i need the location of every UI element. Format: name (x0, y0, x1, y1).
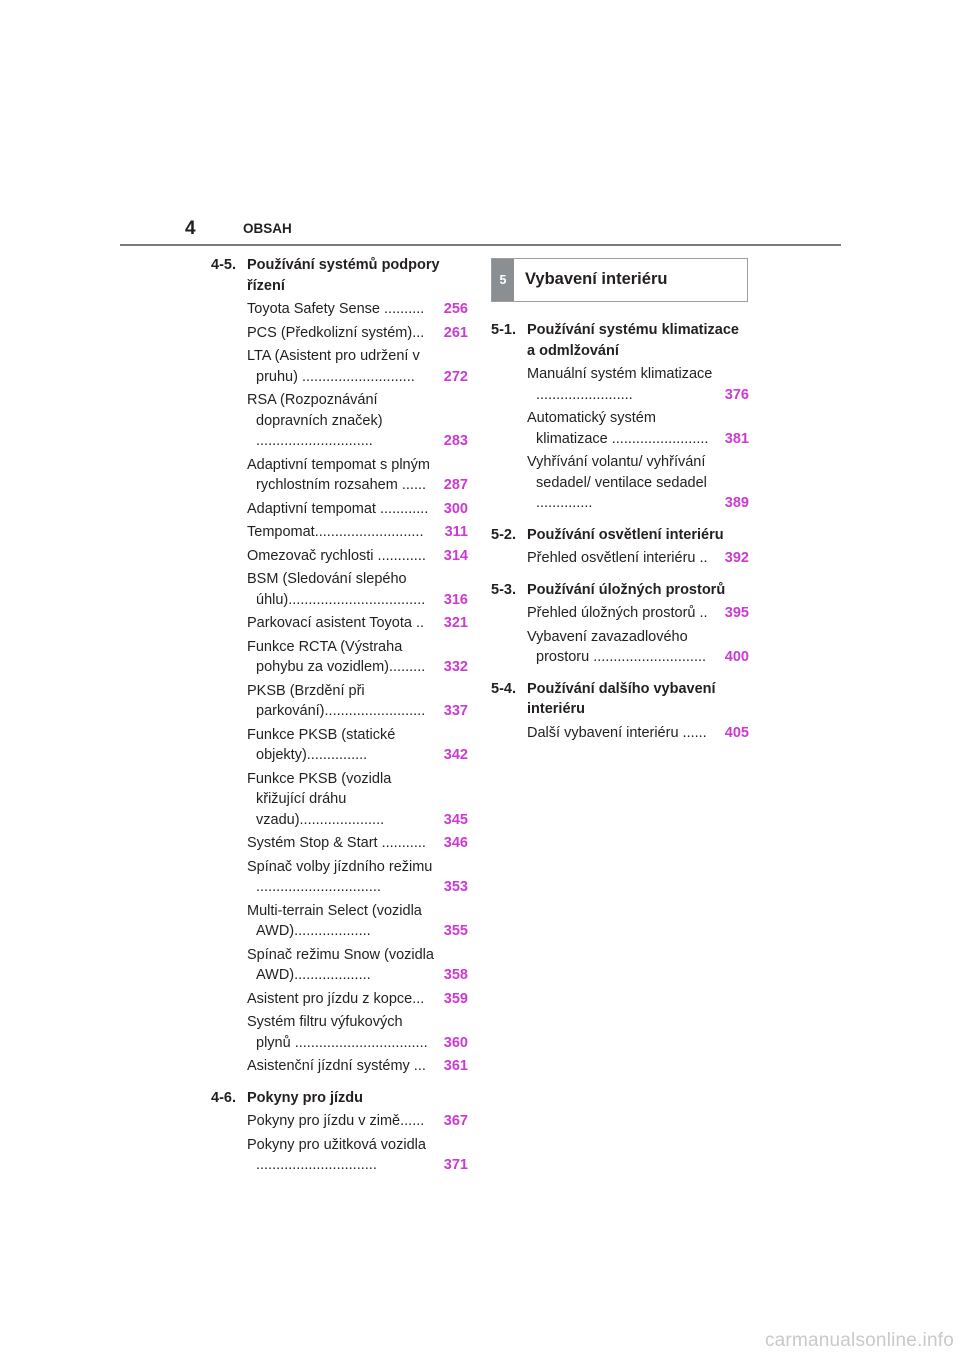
toc-entry[interactable] (247, 901, 468, 942)
toc-entry[interactable] (527, 603, 749, 624)
entry-page-link[interactable]: 316 (443, 591, 468, 608)
toc-entry[interactable] (247, 1056, 468, 1077)
entry-text: Omezovač rychlosti (247, 547, 374, 564)
entry-page-link[interactable]: 332 (443, 659, 468, 675)
toc-entry[interactable] (247, 346, 468, 387)
entry-text: Přehled osvětlení interiéru (527, 550, 696, 566)
entry-page-link[interactable]: 360 (443, 1034, 468, 1051)
dot-leader: ......... (389, 659, 426, 675)
toc-entry[interactable] (247, 522, 468, 543)
section-title: Používání systémů podpory řízení (247, 257, 440, 294)
toc-entry[interactable] (247, 323, 468, 344)
toc-entry[interactable] (527, 627, 749, 668)
toc-entry[interactable] (247, 1135, 468, 1176)
entry-page-link[interactable]: 353 (443, 879, 468, 895)
entry-page-link[interactable]: 367 (443, 1113, 468, 1129)
entry-page-link[interactable]: 314 (443, 547, 468, 564)
entry-text: Spínač režimu Snow (vozidla AWD) (247, 946, 434, 983)
entry-text: BSM (Sledování slepého úhlu) (247, 571, 407, 608)
toc-section-heading (491, 580, 749, 601)
section-title: Používání systému klimatizace a odmlžování (527, 322, 739, 359)
entry-text: PKSB (Brzdění při parkování) (247, 682, 365, 719)
entry-text: Asistenční jízdní systémy (247, 1058, 410, 1074)
entry-text: Manuální systém klimatizace (527, 366, 713, 382)
dot-leader: ............................... (256, 879, 381, 895)
entry-page-link[interactable]: 389 (724, 495, 749, 511)
dot-leader: ... (412, 990, 425, 1007)
toc-entry[interactable] (247, 299, 468, 320)
toc-entry[interactable] (247, 833, 468, 854)
entry-text: Automatický systém klimatizace (527, 410, 656, 447)
dot-leader: ........................ (607, 430, 709, 447)
toc-entry-list (211, 299, 468, 1077)
toc-entry[interactable] (247, 769, 468, 831)
header-title: OBSAH (243, 221, 292, 236)
toc-left-column (211, 255, 468, 1176)
dot-leader: ................................. (290, 1034, 428, 1051)
entry-page-link[interactable]: 337 (443, 703, 468, 719)
entry-text: Tempomat (247, 524, 315, 540)
section-number: 4-6. (211, 1089, 236, 1106)
dot-leader: ........................... (314, 524, 424, 540)
dot-leader: .. (411, 615, 425, 631)
entry-text: Funkce RCTA (Výstraha pohybu za vozidlem) (247, 638, 403, 675)
watermark: carmanualsonline.info (764, 1330, 954, 1351)
chapter-heading-box (491, 258, 748, 302)
dot-leader: ............................ (589, 649, 707, 665)
entry-page-link[interactable]: 342 (443, 747, 468, 763)
section-number: 5-2. (491, 526, 516, 543)
entry-page-link[interactable]: 261 (443, 324, 468, 341)
toc-entry[interactable] (247, 613, 468, 634)
entry-page-link[interactable]: 272 (443, 368, 468, 385)
entry-page-link[interactable]: 321 (443, 615, 468, 631)
dot-leader: ............ (373, 547, 426, 564)
toc-entry[interactable] (247, 546, 468, 567)
entry-text: Systém Stop & Start (247, 835, 378, 851)
dot-leader: ........... (377, 835, 426, 851)
entry-text: Funkce PKSB (statické objekty) (247, 726, 396, 763)
entry-text: LTA (Asistent pro udržení v pruhu) (247, 348, 420, 385)
dot-leader: .................................. (288, 591, 426, 608)
dot-leader: ............................ (297, 368, 415, 385)
dot-leader: ............... (306, 747, 368, 763)
toc-section-heading (491, 525, 749, 546)
entry-page-link[interactable]: 300 (443, 500, 468, 517)
section-title: Používání dalšího vybavení interiéru (527, 680, 716, 717)
entry-page-link[interactable]: 381 (724, 430, 749, 447)
dot-leader: ................... (294, 967, 371, 983)
toc-entry[interactable] (527, 364, 749, 405)
dot-leader: ............................. (256, 433, 373, 449)
dot-leader: ... (412, 324, 425, 341)
entry-page-link[interactable]: 311 (444, 524, 468, 540)
toc-entry[interactable] (247, 945, 468, 986)
dot-leader: .. (695, 605, 708, 621)
dot-leader: .............................. (256, 1157, 377, 1173)
toc-entry[interactable] (247, 725, 468, 766)
entry-text: Vyhřívání volantu/ vyhřívání sedadel/ ventilace sedadel (527, 454, 707, 491)
entry-text: Další vybavení interiéru (527, 724, 679, 741)
dot-leader: ............ (375, 500, 429, 517)
entry-text: PCS (Předkolizní systém) (247, 324, 413, 341)
dot-leader: ...... (397, 477, 427, 493)
entry-text: Funkce PKSB (vozidla křižující dráhu vzadu) (247, 770, 392, 828)
toc-entry[interactable] (247, 455, 468, 496)
entry-page-link[interactable]: 376 (724, 386, 749, 403)
toc-section-heading (491, 320, 749, 361)
entry-text: RSA (Rozpoznávání dopravních značek) (247, 392, 383, 429)
toc-entry[interactable] (247, 1111, 468, 1132)
entry-text: Pokyny pro užitková vozidla (247, 1136, 426, 1153)
toc-entry[interactable] (527, 408, 749, 449)
toc-entry[interactable] (247, 1012, 468, 1053)
header-divider (120, 244, 841, 246)
entry-text: Spínač volby jízdního režimu (247, 858, 433, 875)
toc-entry[interactable] (247, 390, 468, 452)
chapter-title: Vybavení interiéru (525, 270, 668, 288)
toc-entry[interactable] (527, 452, 749, 514)
entry-text: Adaptivní tempomat (247, 500, 376, 517)
entry-page-link[interactable]: 346 (443, 835, 468, 851)
section-title: Používání osvětlení interiéru (527, 526, 724, 543)
section-number: 5-4. (491, 680, 516, 697)
entry-page-link[interactable]: 256 (443, 301, 468, 317)
entry-page-link[interactable]: 287 (443, 477, 468, 493)
dot-leader: ......................... (324, 703, 426, 719)
toc-entry[interactable] (527, 548, 749, 569)
entry-text: Přehled úložných prostorů (527, 605, 696, 621)
entry-page-link[interactable]: 371 (443, 1157, 468, 1173)
entry-page-link[interactable]: 359 (443, 990, 468, 1007)
entry-text: Adaptivní tempomat s plným rychlostním rozsahem (247, 456, 430, 493)
entry-page-link[interactable]: 395 (724, 605, 749, 621)
section-number: 5-3. (491, 581, 516, 598)
entry-page-link[interactable]: 283 (443, 433, 468, 449)
entry-page-link[interactable]: 355 (443, 923, 468, 939)
entry-text: Multi-terrain Select (vozidla AWD) (247, 902, 422, 939)
toc-entry[interactable] (247, 499, 468, 520)
entry-page-link[interactable]: 358 (443, 967, 468, 983)
entry-page-link[interactable]: 400 (724, 649, 749, 665)
toc-entry[interactable] (247, 989, 468, 1010)
toc-section-heading (491, 679, 749, 720)
toc-entry-list (491, 364, 749, 514)
page-number: 4 (185, 218, 196, 239)
entry-text: Vybavení zavazadlového prostoru (527, 628, 688, 665)
toc-entry[interactable] (247, 681, 468, 722)
dot-leader: ... (409, 1058, 426, 1074)
toc-entry[interactable] (247, 637, 468, 678)
toc-section-heading (211, 1088, 468, 1109)
toc-entry[interactable] (527, 723, 749, 744)
dot-leader: ........................ (536, 386, 633, 403)
entry-text: Systém filtru výfukových plynů (247, 1014, 403, 1051)
toc-right-column (491, 320, 749, 743)
toc-entry-list (491, 723, 749, 744)
entry-page-link[interactable]: 345 (443, 811, 468, 828)
dot-leader: .......... (380, 301, 425, 317)
dot-leader: .. (695, 550, 708, 566)
entry-text: Pokyny pro jízdu v zimě (247, 1113, 401, 1129)
toc-entry-list (491, 548, 749, 569)
entry-page-link[interactable]: 361 (443, 1058, 468, 1074)
toc-section-heading (211, 255, 468, 296)
dot-leader: ................... (294, 923, 371, 939)
toc-entry[interactable] (247, 857, 468, 898)
section-title: Používání úložných prostorů (527, 581, 726, 598)
dot-leader: ...... (678, 724, 707, 741)
dot-leader: ..................... (299, 811, 385, 828)
section-title: Pokyny pro jízdu (247, 1089, 364, 1106)
section-number: 5-1. (491, 322, 516, 338)
toc-entry-list (211, 1111, 468, 1176)
toc-entry[interactable] (247, 569, 468, 610)
dot-leader: ...... (400, 1113, 425, 1129)
chapter-number-tab: 5 (492, 259, 514, 301)
section-number: 4-5. (211, 257, 236, 273)
entry-text: Parkovací asistent Toyota (247, 615, 412, 631)
dot-leader: .............. (536, 495, 593, 511)
toc-entry-list (491, 603, 749, 668)
entry-page-link[interactable]: 405 (724, 724, 749, 741)
entry-text: Asistent pro jízdu z kopce (247, 990, 413, 1007)
entry-text: Toyota Safety Sense (247, 301, 380, 317)
entry-page-link[interactable]: 392 (724, 550, 749, 566)
